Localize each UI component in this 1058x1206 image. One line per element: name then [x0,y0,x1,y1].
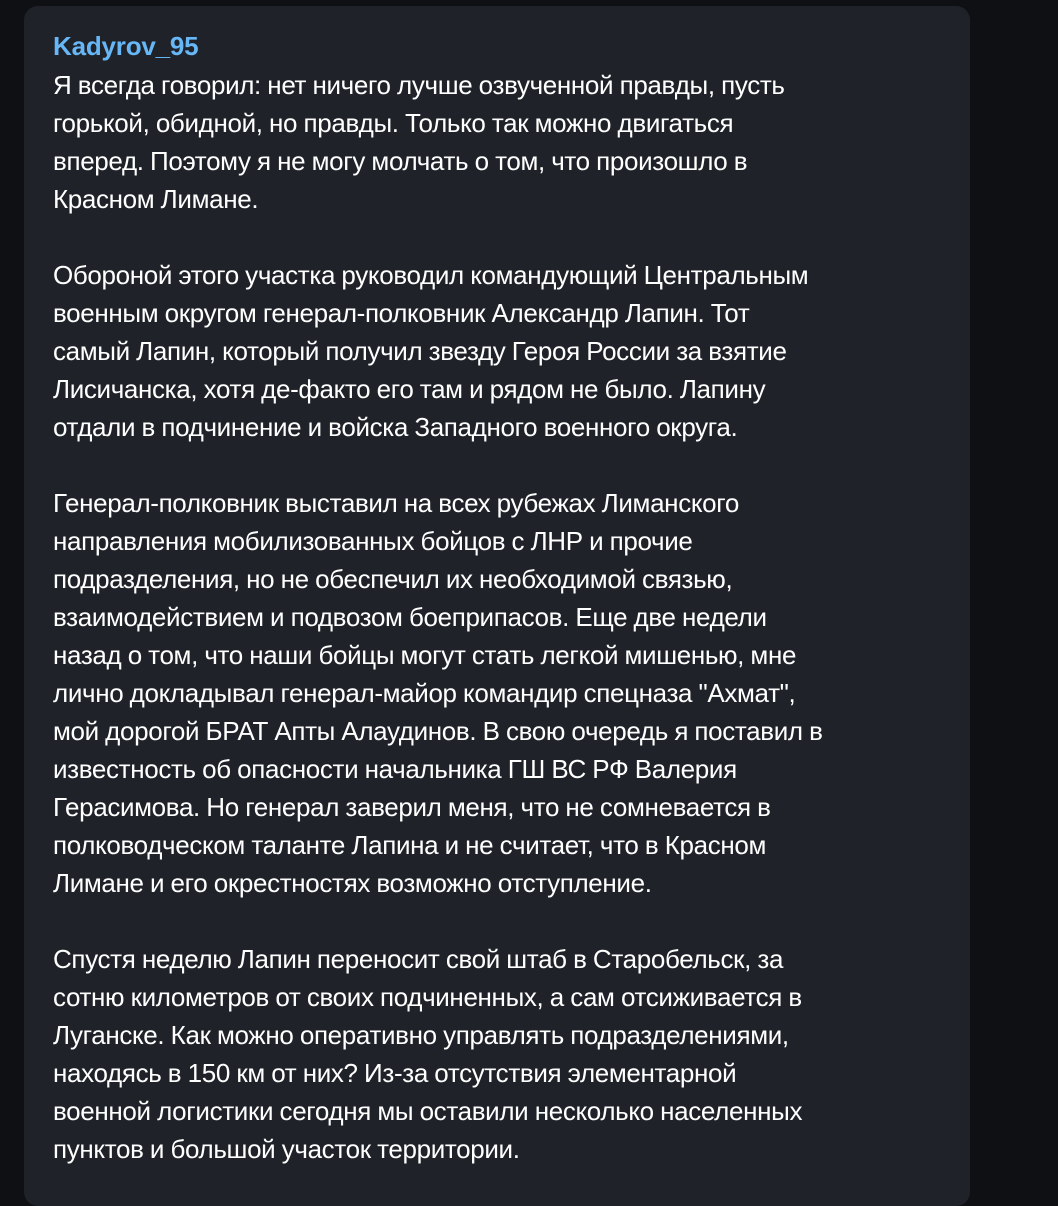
message-line: Красном Лимане. [53,184,259,214]
message-line: вперед. Поэтому я не могу молчать о том, что произошло в [53,146,748,176]
message-line: самый Лапин, который получил звезду Героя России за взятие [53,336,787,366]
message-line: Луганске. Как можно оперативно управлять подразделениями, [53,1020,789,1050]
message-line: лично докладывал генерал-майор командир спецназа "Ахмат", [53,678,796,708]
message-paragraph [53,940,942,1168]
message-line: сотню километров от своих подчиненных, а сам отсиживается в [53,982,802,1012]
message-paragraph [53,256,942,446]
message-line: Спустя неделю Лапин переносит свой штаб в Старобельск, за [53,944,784,974]
message-text [53,66,942,1168]
message-line: мой дорогой БРАТ Апты Алаудинов. В свою очередь я поставил в [53,716,823,746]
message-bubble[interactable] [24,6,970,1206]
message-line: назад о том, что наши бойцы могут стать легкой мишенью, мне [53,640,797,670]
message-line: военной логистики сегодня мы оставили несколько населенных [53,1096,803,1126]
message-line: Лимане и его окрестностях возможно отступление. [53,868,652,898]
message-line: взаимодействием и подвозом боеприпасов. Еще две недели [53,602,767,632]
message-line: полководческом таланте Лапина и не считает, что в Красном [53,830,767,860]
message-paragraph [53,484,942,902]
message-line: военным округом генерал-полковник Александр Лапин. Тот [53,298,750,328]
message-line: известность об опасности начальника ГШ ВС РФ Валерия [53,754,737,784]
message-line: отдали в подчинение и войска Западного военного округа. [53,412,738,442]
message-line: находясь в 150 км от них? Из-за отсутствия элементарной [53,1058,737,1088]
message-line: направления мобилизованных бойцов с ЛНР и прочие [53,526,693,556]
message-paragraph [53,66,942,218]
message-line: Обороной этого участка руководил командующий Центральным [53,260,809,290]
message-line: Генерал-полковник выставил на всех рубежах Лиманского [53,488,739,518]
message-line: Герасимова. Но генерал заверил меня, что не сомневается в [53,792,771,822]
message-line: подразделения, но не обеспечил их необходимой связью, [53,564,733,594]
message-line: пунктов и большой участок территории. [53,1134,520,1164]
sender-name[interactable]: Kadyrov_95 [53,31,199,61]
message-line: Лисичанска, хотя де-факто его там и рядом не было. Лапину [53,374,766,404]
message-line: горькой, обидной, но правды. Только так можно двигаться [53,108,734,138]
message-line: Я всегда говорил: нет ничего лучше озвученной правды, пусть [53,70,785,100]
